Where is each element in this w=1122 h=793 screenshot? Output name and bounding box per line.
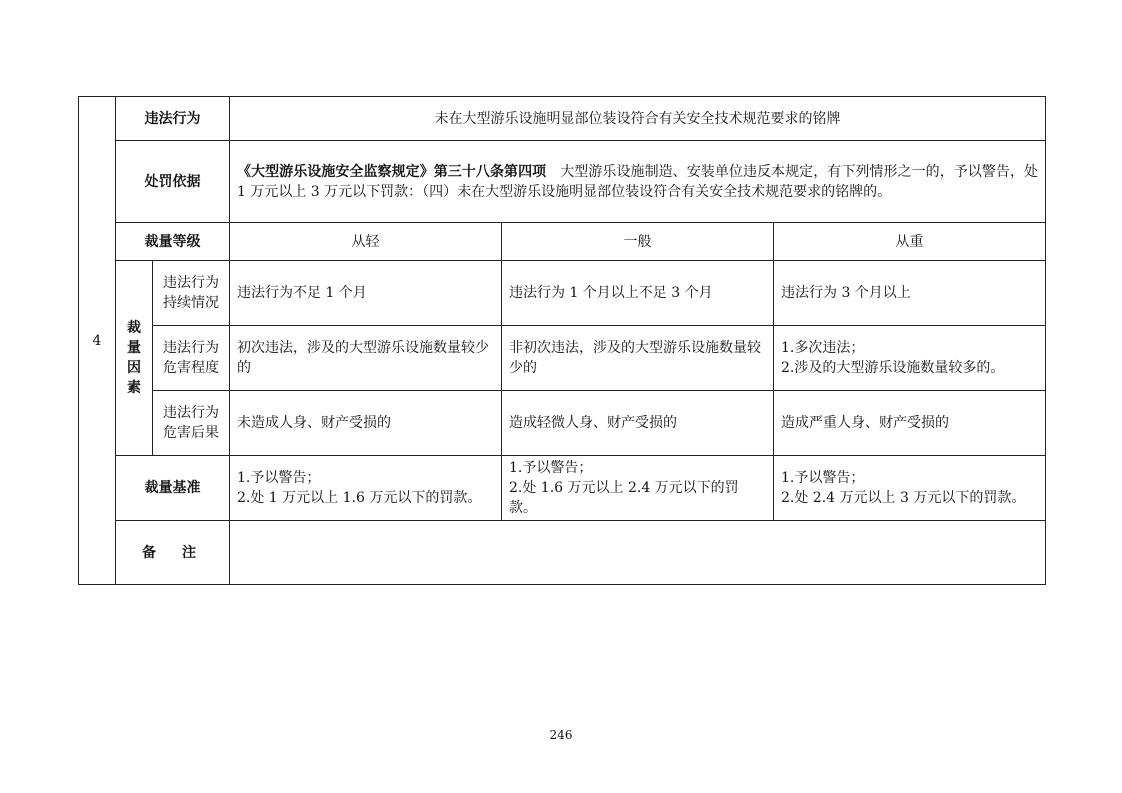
penalty-basis-value [230, 141, 1046, 223]
factor-cell: 1.多次违法； 2.涉及的大型游乐设施数量较多的。 [774, 326, 1046, 391]
remarks-value [230, 521, 1046, 585]
violation-label: 违法行为 [116, 97, 230, 141]
row-number: 4 [79, 97, 116, 585]
factor-cell: 非初次违法，涉及的大型游乐设施数量较少的 [502, 326, 774, 391]
level-general: 一般 [502, 223, 774, 261]
factor-label-char: 量 [127, 340, 141, 356]
law-text: 大型游乐设施制造、安装单位违反本规定，有下列情形之一的，予以警告，处 1 万元以上 3 万元以下罚款：（四）未在大型游乐设施明显部位装设符合有关安全技术规范要求的铭牌的。 [237, 163, 1039, 200]
discretion-factors-label [116, 261, 153, 456]
factor-label-char: 因 [127, 360, 141, 376]
factor-name-harm-degree: 违法行为危害程度 [153, 326, 230, 391]
factor-cell: 造成严重人身、财产受损的 [774, 391, 1046, 456]
factor-cell: 违法行为 3 个月以上 [774, 261, 1046, 326]
page-number: 246 [549, 728, 573, 742]
factor-cell: 未造成人身、财产受损的 [230, 391, 502, 456]
discretion-levels-label: 裁量等级 [116, 223, 230, 261]
factor-cell: 违法行为 1 个月以上不足 3 个月 [502, 261, 774, 326]
discretion-standard-label: 裁量基准 [116, 456, 230, 521]
factor-cell: 初次违法，涉及的大型游乐设施数量较少的 [230, 326, 502, 391]
factor-label-char: 素 [127, 380, 141, 396]
level-lenient: 从轻 [230, 223, 502, 261]
standard-cell: 1.予以警告； 2.处 1.6 万元以上 2.4 万元以下的罚款。 [502, 456, 774, 521]
standard-cell: 1.予以警告； 2.处 1 万元以上 1.6 万元以下的罚款。 [230, 456, 502, 521]
penalty-discretion-table [78, 96, 1046, 585]
factor-name-duration: 违法行为持续情况 [153, 261, 230, 326]
penalty-basis-label: 处罚依据 [116, 141, 230, 223]
remarks-label: 备注 [116, 521, 230, 585]
violation-value: 未在大型游乐设施明显部位装设符合有关安全技术规范要求的铭牌 [230, 97, 1046, 141]
factor-label-char: 裁 [127, 320, 141, 336]
standard-cell: 1.予以警告； 2.处 2.4 万元以上 3 万元以下的罚款。 [774, 456, 1046, 521]
factor-cell: 违法行为不足 1 个月 [230, 261, 502, 326]
level-severe: 从重 [774, 223, 1046, 261]
law-title: 《大型游乐设施安全监察规定》第三十八条第四项 [237, 163, 547, 180]
factor-cell: 造成轻微人身、财产受损的 [502, 391, 774, 456]
factor-name-harm-consequence: 违法行为危害后果 [153, 391, 230, 456]
